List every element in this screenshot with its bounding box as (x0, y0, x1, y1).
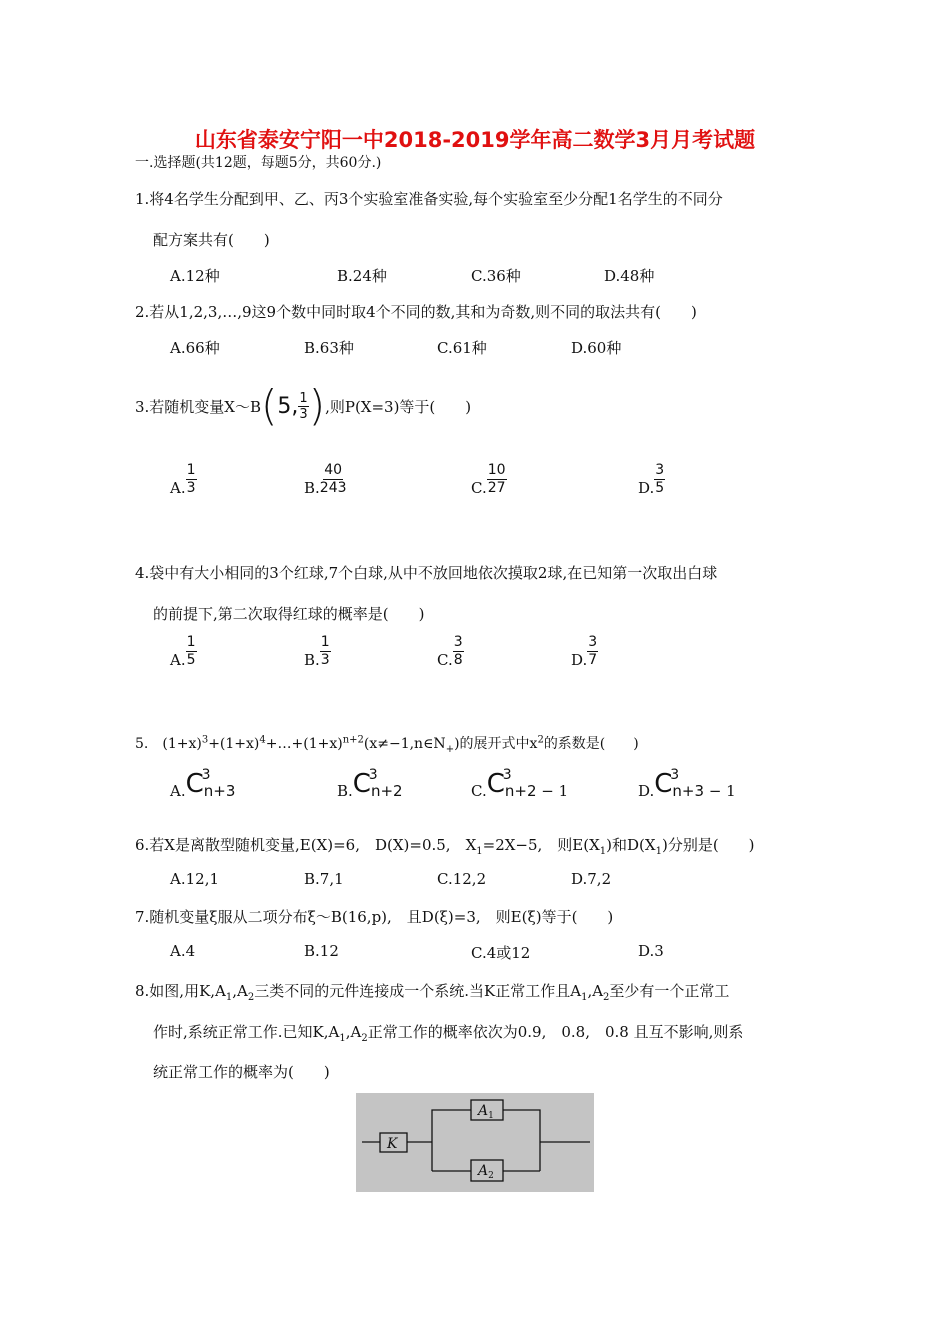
question-8-line-3: 统正常工作的概率为( ) (153, 1063, 330, 1081)
q1-option-c: C.36种 (471, 267, 521, 285)
question-7-line-1: 7.随机变量ξ服从二项分布ξ～B(16,p), 且D(ξ)=3, 则E(ξ)等于( ) (135, 908, 614, 926)
q6-option-d: D.7,2 (571, 870, 612, 888)
q3-option-a: A. $\frac{1}{3}$ (170, 462, 196, 497)
q4-option-b: B. $\frac{1}{3}$ (304, 634, 330, 669)
question-4-line-1: 4.袋中有大小相同的3个红球,7个白球,从中不放回地依次摸取2球,在已知第一次取出白球 (135, 564, 718, 582)
q5-option-c: C. C 3 n+2 − 1 (471, 767, 569, 800)
q5-option-d: D. C 3 n+3 − 1 (638, 767, 736, 800)
q4-option-d: D. $\frac{3}{7}$ (571, 634, 598, 669)
q1-option-a: A.12种 (170, 267, 220, 285)
question-2-line-1: 2.若从1,2,3,…,9这9个数中同时取4个不同的数,其和为奇数,则不同的取法共有( ) (135, 303, 697, 321)
q5-option-b: B. C 3 n+2 (337, 767, 403, 800)
circuit-diagram (356, 1093, 594, 1192)
q2-option-b: B.63种 (304, 339, 354, 357)
question-8-line-2: 作时,系统正常工作.已知$K,A_1,A_2$正常工作的概率依次为0.9, 0.8, 0.8 且互不影响,则系 (153, 1023, 744, 1044)
q3-binomial-n: 5, (277, 393, 299, 419)
q6-option-b: B.7,1 (304, 870, 344, 888)
q1-option-d: D.48种 (604, 267, 655, 285)
q1-option-b: B.24种 (337, 267, 387, 285)
a2-label: $A_2$ (478, 1163, 494, 1181)
page-title: 山东省泰安宁阳一中2018-2019学年高二数学3月月考试题 (194, 128, 756, 152)
q7-option-a: A.4 (170, 942, 196, 960)
q3-binomial-p: $\frac{1}{3}$ (299, 390, 308, 422)
q3-option-c: C. $\frac{10}{27}$ (471, 462, 506, 497)
q2-option-a: A.66种 (170, 339, 220, 357)
q7-option-b: B.12 (304, 942, 339, 960)
a1-label: $A_1$ (478, 1103, 494, 1121)
q6-option-a: A.12,1 (170, 870, 219, 888)
q4-option-c: C. $\frac{3}{8}$ (437, 634, 463, 669)
q3-option-d: D. $\frac{3}{5}$ (638, 462, 665, 497)
q3-text-post: ,则P(X=3)等于( ) (325, 397, 472, 416)
k-label: K (387, 1136, 398, 1152)
q5-option-a: A. C 3 n+3 (170, 767, 236, 800)
q7-option-c: C.4或12 (471, 944, 531, 962)
q3-text-pre: 3.若随机变量X～B (135, 397, 262, 416)
question-6-line-1: 6.若X是离散型随机变量,E(X)=6, D(X)=0.5, $X_1=2X-5$, 则$E(X_1)$和$D(X_1)$分别是( ) (135, 836, 755, 857)
question-1-line-2: 配方案共有( ) (153, 231, 270, 249)
q2-option-c: C.61种 (437, 339, 487, 357)
question-4-line-2: 的前提下,第二次取得红球的概率是( ) (153, 605, 425, 623)
question-5-line-1: 5. $(1+x)^3+(1+x)^4+\dots+(1+x)^{n+2}(x\ne-1,n\in N_+)$的展开式中$x^2$的系数是( ) (135, 734, 639, 755)
question-1-line-1: 1.将4名学生分配到甲、乙、丙3个实验室准备实验,每个实验室至少分配1名学生的不同分 (135, 190, 723, 208)
q3-option-b: B. $\frac{40}{243}$ (304, 462, 347, 497)
q2-option-d: D.60种 (571, 339, 622, 357)
q4-option-a: A. $\frac{1}{5}$ (170, 634, 196, 669)
q3-right-paren: ) (308, 381, 326, 430)
question-8-line-1: 8.如图,用$K,A_1,A_2$三类不同的元件连接成一个系统.当K正常工作且$A_1,A_2$至少有一个正常工 (135, 982, 730, 1003)
q3-left-paren: ( (261, 381, 278, 430)
question-3-line-1 (135, 380, 471, 432)
section-heading: 一.选择题(共12题，每题5分，共60分.) (135, 155, 382, 171)
q7-option-d: D.3 (638, 942, 664, 960)
q6-option-c: C.12,2 (437, 870, 487, 888)
